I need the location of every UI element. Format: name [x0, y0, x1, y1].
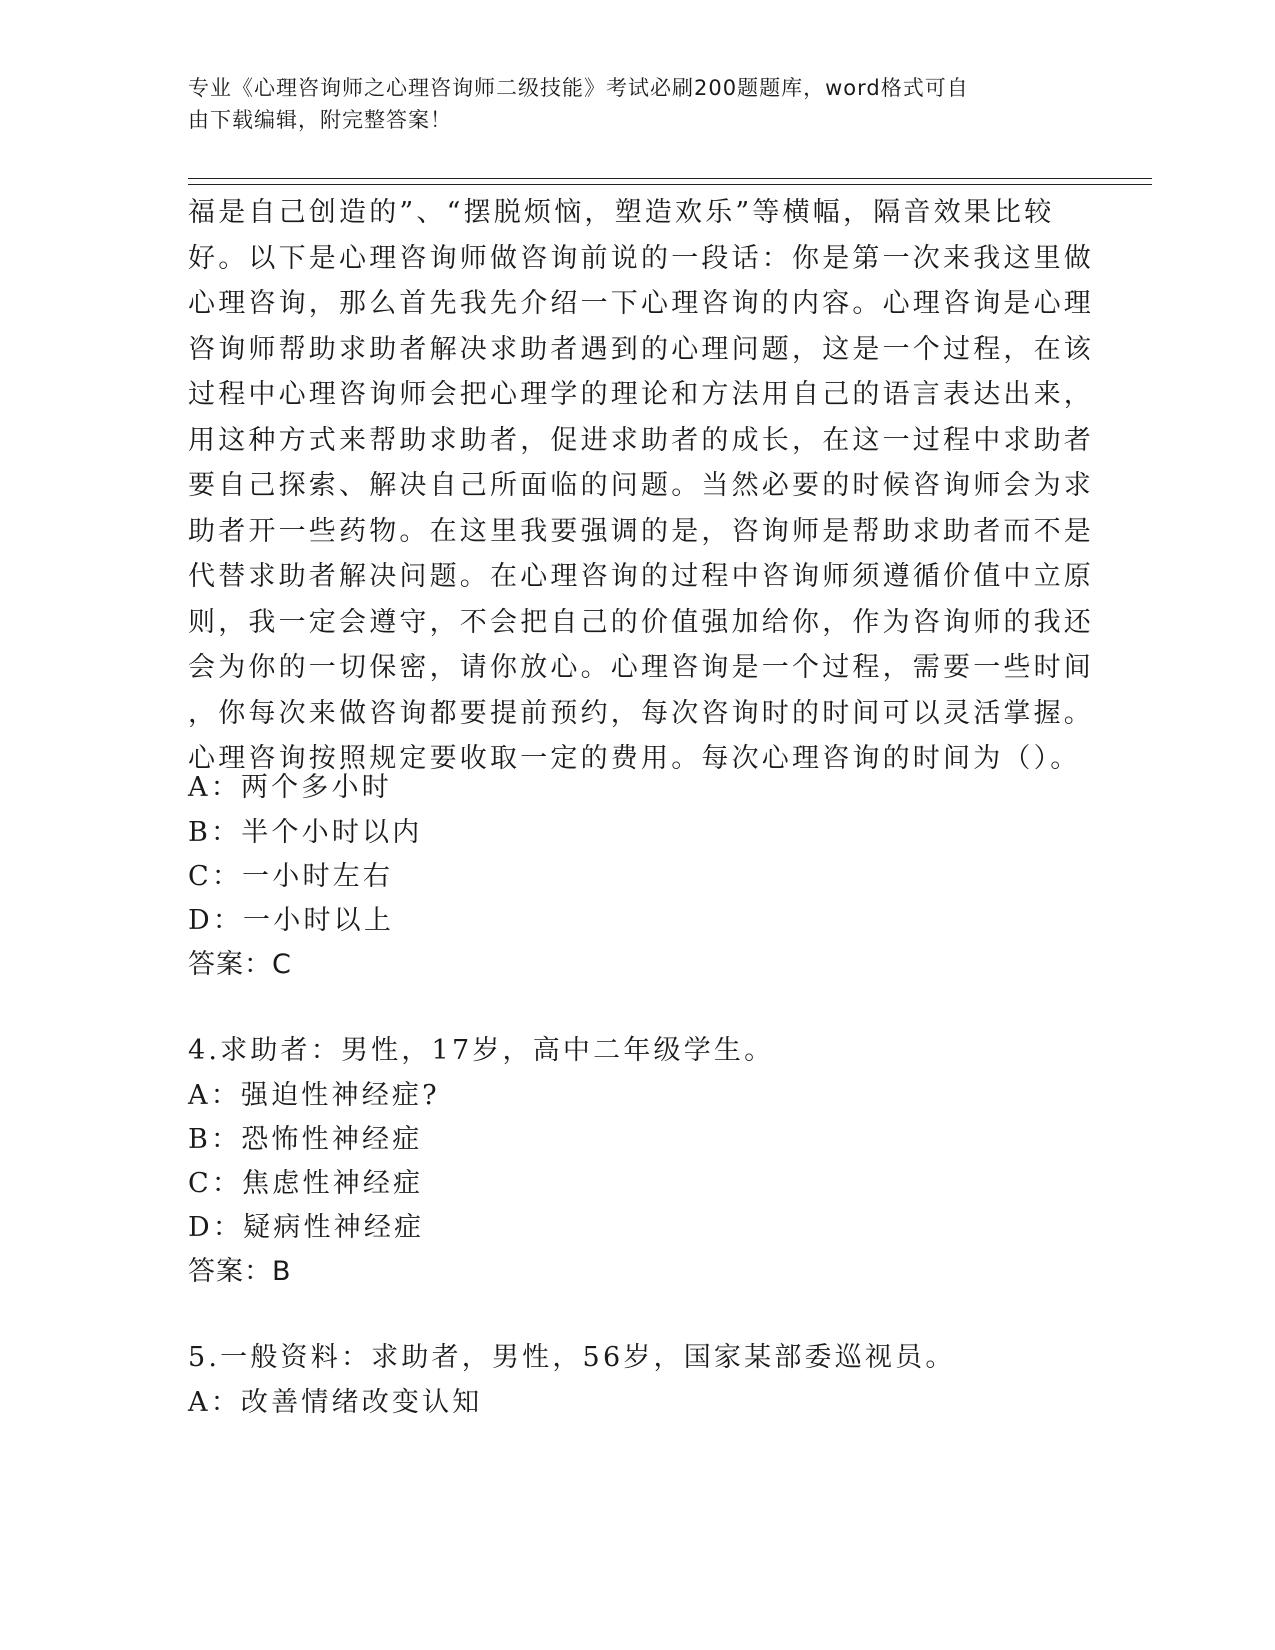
stem-line: 助者开一些药物。在这里我要强调的是，咨询师是帮助求助者而不是	[188, 515, 1094, 547]
question-3-stem	[188, 190, 1094, 782]
stem-line: 过程中心理咨询师会把心理学的理论和方法用自己的语言表达出来，	[188, 379, 1094, 410]
stem-line: 福是自己创造的”、“摆脱烦恼，塑造欢乐”等横幅，隔音效果比较	[188, 197, 1055, 228]
stem-line: 则，我一定会遵守，不会把自己的价值强加给你，作为咨询师的我还	[188, 606, 1094, 638]
stem-line: 咨询师帮助求助者解决求助者遇到的心理问题，这是一个过程，在该	[188, 333, 1094, 365]
header-line-2: 由下载编辑，附完整答案！	[188, 108, 452, 132]
question-3-option-b: B：半个小时以内	[188, 817, 423, 848]
question-4-option-c: C：焦虑性神经症	[188, 1168, 424, 1199]
question-5-title: 5.一般资料：求助者，男性，56岁，国家某部委巡视员。	[188, 1342, 956, 1373]
question-3-option-d: D：一小时以上	[188, 905, 395, 936]
stem-line: 心理咨询，那么首先我先介绍一下心理咨询的内容。心理咨询是心理	[188, 288, 1094, 319]
question-3-option-a: A：两个多小时	[188, 772, 392, 803]
question-4-option-d: D：疑病性神经症	[188, 1212, 425, 1243]
stem-line: 要自己探索、解决自己所面临的问题。当然必要的时候咨询师会为求	[188, 470, 1094, 501]
question-3-option-c: C：一小时左右	[188, 861, 394, 892]
question-4-title: 4.求助者：男性，17岁，高中二年级学生。	[188, 1035, 775, 1066]
header-divider-top	[188, 178, 1152, 179]
question-4-option-a: A：强迫性神经症?	[188, 1080, 440, 1111]
stem-line: ，你每次来做咨询都要提前预约，每次咨询时的时间可以灵活掌握。	[188, 697, 1094, 729]
question-3-answer: 答案：C	[188, 949, 292, 980]
header-divider-bottom	[188, 184, 1152, 185]
question-5-option-a: A：改善情绪改变认知	[188, 1387, 483, 1418]
stem-line: 心理咨询按照规定要收取一定的费用。每次心理咨询的时间为（）。	[188, 743, 1081, 774]
stem-line: 代替求助者解决问题。在心理咨询的过程中咨询师须遵循价值中立原	[188, 561, 1094, 592]
question-4-answer: 答案：B	[188, 1256, 292, 1287]
header-line-1: 专业《心理咨询师之心理咨询师二级技能》考试必刷200题题库，word格式可自	[188, 76, 969, 100]
stem-line: 会为你的一切保密，请你放心。心理咨询是一个过程，需要一些时间	[188, 652, 1094, 683]
stem-line: 好。以下是心理咨询师做咨询前说的一段话：你是第一次来我这里做	[188, 242, 1094, 274]
document-header	[188, 72, 1068, 136]
question-4-option-b: B：恐怖性神经症	[188, 1124, 423, 1155]
stem-line: 用这种方式来帮助求助者，促进求助者的成长，在这一过程中求助者	[188, 424, 1094, 456]
